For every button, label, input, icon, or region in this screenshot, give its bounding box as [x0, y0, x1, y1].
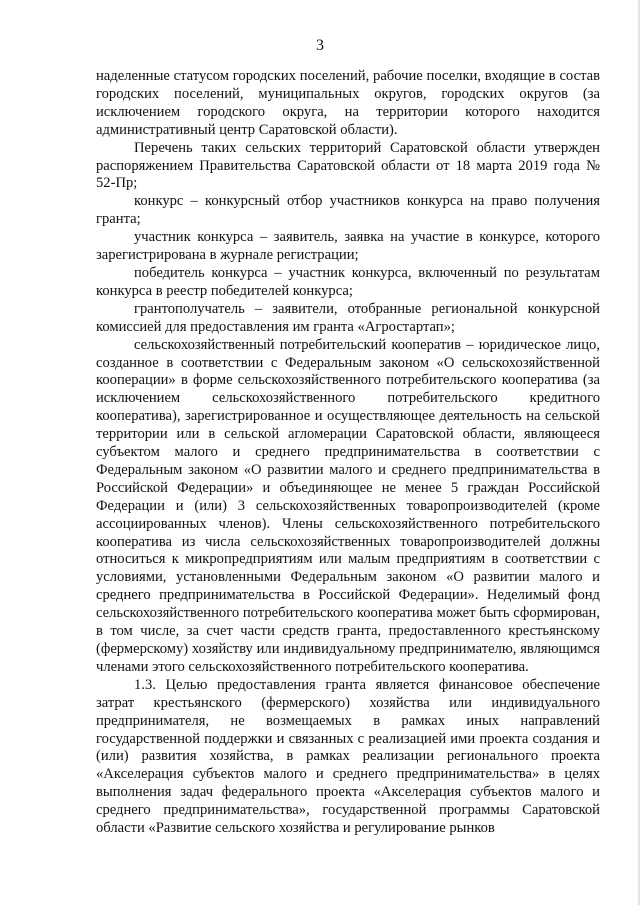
paragraph-territory-list: Перечень таких сельских территорий Саратовской области утвержден распоряжением Правительства Саратовской области от 18 марта 2019 года № 52-Пр; [96, 139, 600, 192]
paragraph-section-1-3: 1.3. Целью предоставления гранта является финансовое обеспечение затрат крестьянского (фермерского) хозяйства или индивидуального предпринимателя, не возмещаемых в рамках иных направлений государственной поддержки и связанных с реализацией ими проекта создания и (или) развития хозяйства, в рамках реализации регионального проекта «Акселерация субъектов малого и среднего предпринимательства» в целях выполнения задач федерального проекта «Акселерация субъектов малого и среднего предпринимательства», государственной программы Саратовской области «Развитие сельского хозяйства и регулирование рынков [96, 676, 600, 837]
paragraph-definition-winner: победитель конкурса – участник конкурса, включенный по результатам конкурса в реестр победителей конкурса; [96, 264, 600, 299]
paragraph-definition-grantee: грантополучатель – заявители, отобранные региональной конкурсной комиссией для предоставления им гранта «Агростартап»; [96, 300, 600, 335]
page-number: 3 [316, 37, 324, 54]
document-body [96, 68, 600, 838]
paragraph-definition-cooperative: сельскохозяйственный потребительский кооператив – юридическое лицо, созданное в соответствии с Федеральным законом «О сельскохозяйственной кооперации» в форме сельскохозяйственного потребительского кооператива (за исключением сельскохозяйственного потребительского кредитного кооператива), зарегистрированное и осуществляющее деятельность на сельской территории или в сельской агломерации Саратовской области, являющееся субъектом малого и среднего предпринимательства в соответствии с Федеральным законом «О развитии малого и среднего предпринимательства в Российской Федерации» и объединяющее не менее 5 граждан Российской Федерации и (или) 3 сельскохозяйственных товаропроизводителей (кроме ассоциированных членов). Члены сельскохозяйственного потребительского кооператива из числа сельскохозяйственных товаропроизводителей должны относиться к микропредприятиям или малым предприятиям в соответствии с условиями, установленными Федеральным законом «О развитии малого и среднего предпринимательства в Российской Федерации». Неделимый фонд сельскохозяйственного потребительского кооператива может быть сформирован, в том числе, за счет части средств гранта, предоставленного крестьянскому (фермерскому) хозяйству или индивидуальному предпринимателю, являющимся членами этого сельскохозяйственного потребительского кооператива. [96, 336, 600, 675]
paragraph-definition-konkurs: конкурс – конкурсный отбор участников конкурса на право получения гранта; [96, 193, 600, 228]
paragraph-territory-definition: наделенные статусом городских поселений, рабочие поселки, входящие в состав городских поселений, муниципальных округов, городских округов (за исключением городского округа, на территории которого находится административный центр Саратовской области). [96, 68, 600, 138]
paragraph-definition-participant: участник конкурса – заявитель, заявка на участие в конкурсе, которого зарегистрирована в журнале регистрации; [96, 229, 600, 264]
